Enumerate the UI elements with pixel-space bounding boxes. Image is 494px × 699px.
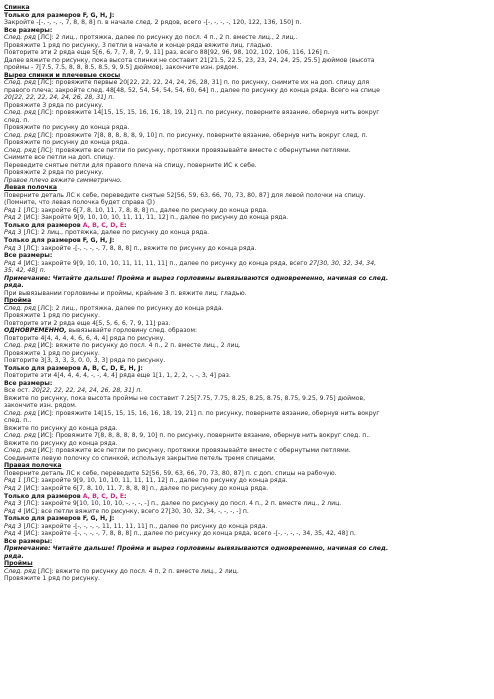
text-run: Вырез спинки и плечевые скосы [4,71,121,79]
text-run: Все размеры: [4,379,53,387]
text-run: Повторите эти 2 ряда еще 4[5, 5, 6, 6, 7, 9, 11] раз. [4,319,171,327]
text-line [4,545,490,553]
text-run: След. ряд [4,567,36,575]
text-run: след. п. [4,116,30,124]
text-run: Ряд 4 [4,507,22,515]
text-line [4,94,490,102]
text-line [4,320,490,328]
text-run: Соедините левую полочку со спинкой, используя закрытие петель тремя спицами. [4,454,276,462]
text-run: [ИС]: провяжите все петли по рисунку, протяжки провязывайте вместе с обернутыми петлями. [35,447,351,455]
text-run: 20[22, 22, 22, 24, 24, 26, 28, 31] п. [31,387,143,395]
text-line [4,252,490,260]
text-run: [ЛС]: провяжите 14[15, 15, 15, 16, 16, 18, 19, 21] п. по рисунку, поверните вязание, обернув нить вокруг [35,109,380,117]
text-run: Повторите 3[3, 3, 3, 3, 0, 0, 3, 3] ряда по рисунку. [4,357,166,365]
text-line [4,57,490,65]
text-line [4,102,490,110]
text-run: Повторите эти 2 ряда еще 5[6, 6, 7, 7, 8, 7, 9, 11] раз, всего 88[92, 96, 98, 102, 102, 106, 116, 126] п. [4,49,330,57]
text-run: Повторите 4[4, 4, 4, 4, 6, 6, 4, 4] ряда по рисунку. [4,334,166,342]
text-run: ряда. [4,552,24,560]
text-line [4,245,490,253]
text-line [4,357,490,365]
text-run: Провяжите 1 ряд по рисунку. [4,349,100,357]
text-line [4,229,490,237]
text-line [4,290,490,298]
text-run: [ИС]: закройте 9[9, 10, 10, 10, 11, 11, 11, 11] п., далее по рисунку до конца ряда, всего [21,259,310,267]
text-run: Ряд 4 [4,259,22,267]
text-line [4,575,490,583]
text-run: След. ряд [4,79,36,87]
text-run: След. ряд [4,34,36,42]
text-line [4,410,490,418]
text-line [4,523,490,531]
text-line [4,447,490,455]
text-line [4,275,490,283]
text-run: След. ряд [4,304,36,312]
text-line [4,342,490,350]
text-line [4,387,490,395]
text-run: [ЛС]: закройте -[-, -, -, -, 11, 11, 11, 11] п., далее по рисунку до конца ряда. [21,522,268,530]
text-run: 20[22, 22, 22, 24, 24, 26, 28, 31] п. [4,94,115,102]
text-line [4,124,490,132]
text-line [4,34,490,42]
text-line [4,27,490,35]
text-run: След. ряд [4,146,36,154]
text-run: 27[30, 30, 32, 34, 34, [309,259,377,267]
text-line [4,19,490,27]
text-run: A, B, C, D, E [82,492,125,500]
text-run: [ЛС]: вяжите по рисунку до посл. 4 п, 2 п. вместе лиц., 2 лиц. [35,567,239,575]
text-run: [ИС]: закройте -[-, -, -, -, 7, 8, 8, 8] п., далее по рисунку до конца ряда, всего -[-, -, -, -, 34, 35, 42, 48] п. [21,530,356,538]
text-line [4,214,490,222]
text-line [4,177,490,185]
text-run: Только для размеров [4,492,83,500]
text-run: Провяжите 3 ряда по рисунку. [4,101,104,109]
text-run: Провяжите по рисунку до конца ряда. [4,124,130,132]
text-line [4,425,490,433]
text-line [4,282,490,290]
text-run: (Помните, что левая полочка будет справа ☺) [4,199,155,207]
text-line [4,327,490,335]
text-run: [ЛС]: закройте 9[10, 10, 10, 10, -, -, -, -] п., далее по рисунку до посл. 4 п., 2 п. вместе лиц., 2 лиц. [21,500,342,508]
text-line [4,500,490,508]
text-run: Ряд 3 [4,500,22,508]
text-run: Повторите эти 4[4, 4, 4, 4, -, -, 4, 4] ряда еще 1[1, 1, 2, 2, -, -, 3, 4] раз. [4,372,231,380]
text-run: : [124,492,127,500]
text-run: Вяжите по рисунку до конца ряда. [4,439,118,447]
text-line [4,154,490,162]
text-line [4,372,490,380]
text-line [4,117,490,125]
text-line [4,267,490,275]
text-line [4,64,490,72]
text-line [4,508,490,516]
text-run: Все ост. [4,387,32,395]
text-run: Левая полочка [4,184,58,192]
text-line [4,222,490,230]
text-run: [ЛС]: провяжите все петли по рисунку, протяжки провязывайте вместе с обернутыми петлями. [35,146,351,154]
text-run: [ЛС]: провяжите первые 20[22, 22, 22, 24, 24, 26, 28, 31] п. по рисунку, снимите их на доп. спицу для [35,79,370,87]
text-run: [ИС]: все петли вяжите по рисунку, всего 27[30, 30, 32, 34, -, -, -, -] п. [21,507,249,515]
text-run: 35, 42, 48] п. [4,267,46,275]
text-run: ОДНОВРЕМЕННО, [4,327,67,335]
text-run: правого плеча; закройте след. 48[48, 52, 54, 54, 54, 54, 60, 64] п., далее по рисунку до конца ряда. Всего на спице [4,86,380,94]
text-line [4,72,490,80]
text-run: При вывязывании горловины и проймы, крайние 3 п. вяжите лиц. гладью. [4,289,247,297]
text-run: След. ряд [4,432,36,440]
text-line [4,568,490,576]
text-run: След. ряд [4,131,36,139]
text-run: Ряд 2 [4,485,22,492]
text-line [4,139,490,147]
text-run: закончите изн. рядом. [4,402,77,410]
text-line [4,560,490,568]
text-run: Правое плечо вяжите симметрично. [4,176,122,184]
text-line [4,515,490,523]
text-line [4,132,490,140]
text-line [4,462,490,470]
text-line [4,49,490,57]
text-run: След. ряд [4,409,36,417]
text-run: [ИС]: закройте 6[7, 8, 10, 11, 7, 8, 8, 8] п., далее по рисунку до конца ряда. [21,485,269,492]
text-run: [ЛС]: провяжите 7[8, 8, 8, 8, 8, 9, 10] п. по рисунку, поверните вязание, обернув нить вокруг след. п. [35,131,368,139]
text-run: Примечание: Читайте дальше! Пройма и вырез горловины вывязываются одновременно, начиная со след. [4,545,389,553]
pattern-document [4,4,490,583]
text-line [4,184,490,192]
text-run: [ИС]: Закройте 9[9, 10, 10, 10, 11, 11, 11, 12] п., далее по рисунку до конца ряда. [21,214,289,222]
text-run: Все размеры: [4,26,53,34]
text-run: Провяжите 1 ряд по рисунку. [4,312,100,320]
text-run: [ЛС]: закройте 6[7, 8, 10, 11, 7, 8, 8, 8] п., далее по рисунку до конца ряда. [21,206,269,214]
text-line [4,350,490,358]
text-line [4,260,490,268]
text-run: A, B, C, D, E [82,221,125,229]
text-line [4,4,490,12]
text-line [4,485,490,493]
text-run: Примечание: Читайте дальше! Пройма и вырез горловины вывязываются одновременно, начиная со след. [4,274,389,282]
text-run: Ряд 3 [4,522,22,530]
text-run: Провяжите 1 ряд по рисунку, 3 петли в начале и конце ряда вяжите лиц. гладью. [4,41,273,49]
text-run: Ряд 1 [4,477,22,485]
text-run: Вяжите по рисунку, пока высота проймы не составит 7.25[7.75, 7.75, 8.25, 8.25, 8.75, 8.75, 9.25, 9.75] дюймов, [4,394,366,402]
text-line [4,335,490,343]
text-line [4,440,490,448]
text-run: Только для размеров A, B, C, D, E, H, J: [4,364,143,372]
text-line [4,312,490,320]
text-line [4,470,490,478]
text-run: [ЛС]: 2 лиц., протяжка, далее по рисунку до конца ряда. [21,229,210,237]
text-line [4,530,490,538]
text-run: Поверните деталь ЛС к себе, переведите 52[56, 59, 63, 66, 70, 73, 80, 87] п. с доп. спицы на рабочую. [4,469,337,477]
text-run: Только для размеров F, G, H, J: [4,515,115,523]
text-run: Ряд 3 [4,229,22,237]
text-line [4,162,490,170]
text-line [4,297,490,305]
text-run: Ряд 2 [4,214,22,222]
text-line [4,380,490,388]
text-line [4,538,490,546]
text-run: Далее вяжите по рисунку, пока высота спинки не составит 21[21.5, 22.5, 23, 23, 24, 24, 25, 25.5] дюймов (высота [4,56,375,64]
text-line [4,477,490,485]
text-line [4,87,490,95]
text-run: Ряд 1 [4,206,22,214]
text-run: проймы - 7[7.5, 7.5, 8, 8, 8.5, 8.5, 9, 9.5] дюймов), закончите изн. рядом. [4,64,239,72]
text-run: [ЛС]: 2 лиц., протяжка, далее по рисунку до конца ряда. [35,304,224,312]
text-run: След. ряд [4,447,36,455]
text-run: След. ряд [4,342,36,350]
text-run: Только для размеров [4,221,83,229]
text-line [4,207,490,215]
text-run: Проймы [4,560,33,568]
text-line [4,395,490,403]
text-line [4,109,490,117]
text-run: Снимите все петли на доп. спицу. [4,154,115,162]
text-run: Закройте -[-, -, -, -, 7, 8, 8, 8] п. в начале след. 2 рядов, всего -[-, -, -, -, 120, 122, 136, 150] п. [4,19,302,27]
text-line [4,237,490,245]
text-line [4,305,490,313]
text-run: след. п.. [4,417,32,425]
text-line [4,199,490,207]
text-run: [ЛС]: 2 лиц., протяжка, далее по рисунку до посл. 4 п., 2 п. вместе лиц., 2 лиц.. [35,34,298,42]
text-run: Спинка [4,4,30,11]
text-run: : [124,221,127,229]
text-run: [ИС]: провяжите 14[15, 15, 15, 16, 16, 18, 19, 21] п. по рисунку, поверните вязание, обернув нить вокруг [35,409,380,417]
text-run: [ЛС]: закройте 9[9, 10, 10, 10, 11, 11, 11, 12] п., далее по рисунку до конца ряда. [21,477,288,485]
text-line [4,365,490,373]
text-run: [ЛС]: закройте -[-, -, -, -, 7, 8, 8, 8] п., вяжите по рисунку до конца ряда. [21,244,257,252]
text-line [4,402,490,410]
text-run: Провяжите 2 ряда по рисунку. [4,169,104,177]
text-line [4,169,490,177]
text-run: Ряд 3 [4,244,22,252]
text-run: Поверните деталь ЛС к себе, переведите снятые 52[56, 59, 63, 66, 70, 73, 80, 87] для левой полочки на спицу. [4,191,366,199]
text-run: [ИС]: Провяжите 7[8, 8, 8, 8, 8, 9, 10] п. по рисунку, поверните вязание, обернув нить вокруг след. п.. [35,432,371,440]
text-line [4,417,490,425]
text-run: Переведите снятые петли для правого плеча на спицу, поверните ИС к себе. [4,161,257,169]
text-line [4,79,490,87]
text-run: Правая полочка [4,462,62,470]
text-run: Только для размеров F, G, H, J: [4,236,115,244]
text-run: Пройма [4,297,32,305]
text-line [4,12,490,20]
text-run: Провяжите 1 ряд по рисунку. [4,575,100,583]
text-run: Вяжите по рисунку до конца ряда. [4,424,118,432]
text-run: Все размеры: [4,537,53,545]
text-run: Только для размеров F, G, H, J: [4,11,115,19]
text-line [4,42,490,50]
text-line [4,192,490,200]
text-run: вывязывайте горловину след. образом: [66,327,198,335]
text-line [4,147,490,155]
text-line [4,553,490,561]
text-line [4,455,490,463]
text-run: Ряд 4 [4,530,22,538]
text-run: [ИС]: вяжите по рисунку до посл. 4 п., 2 п. вместе лиц., 2 лиц. [35,342,241,350]
text-run: Провяжите по рисунку до конца ряда. [4,139,130,147]
text-run: След. ряд [4,109,36,117]
text-line [4,432,490,440]
text-line [4,493,490,501]
text-run: Все размеры: [4,252,53,260]
text-run: ряда. [4,282,24,290]
